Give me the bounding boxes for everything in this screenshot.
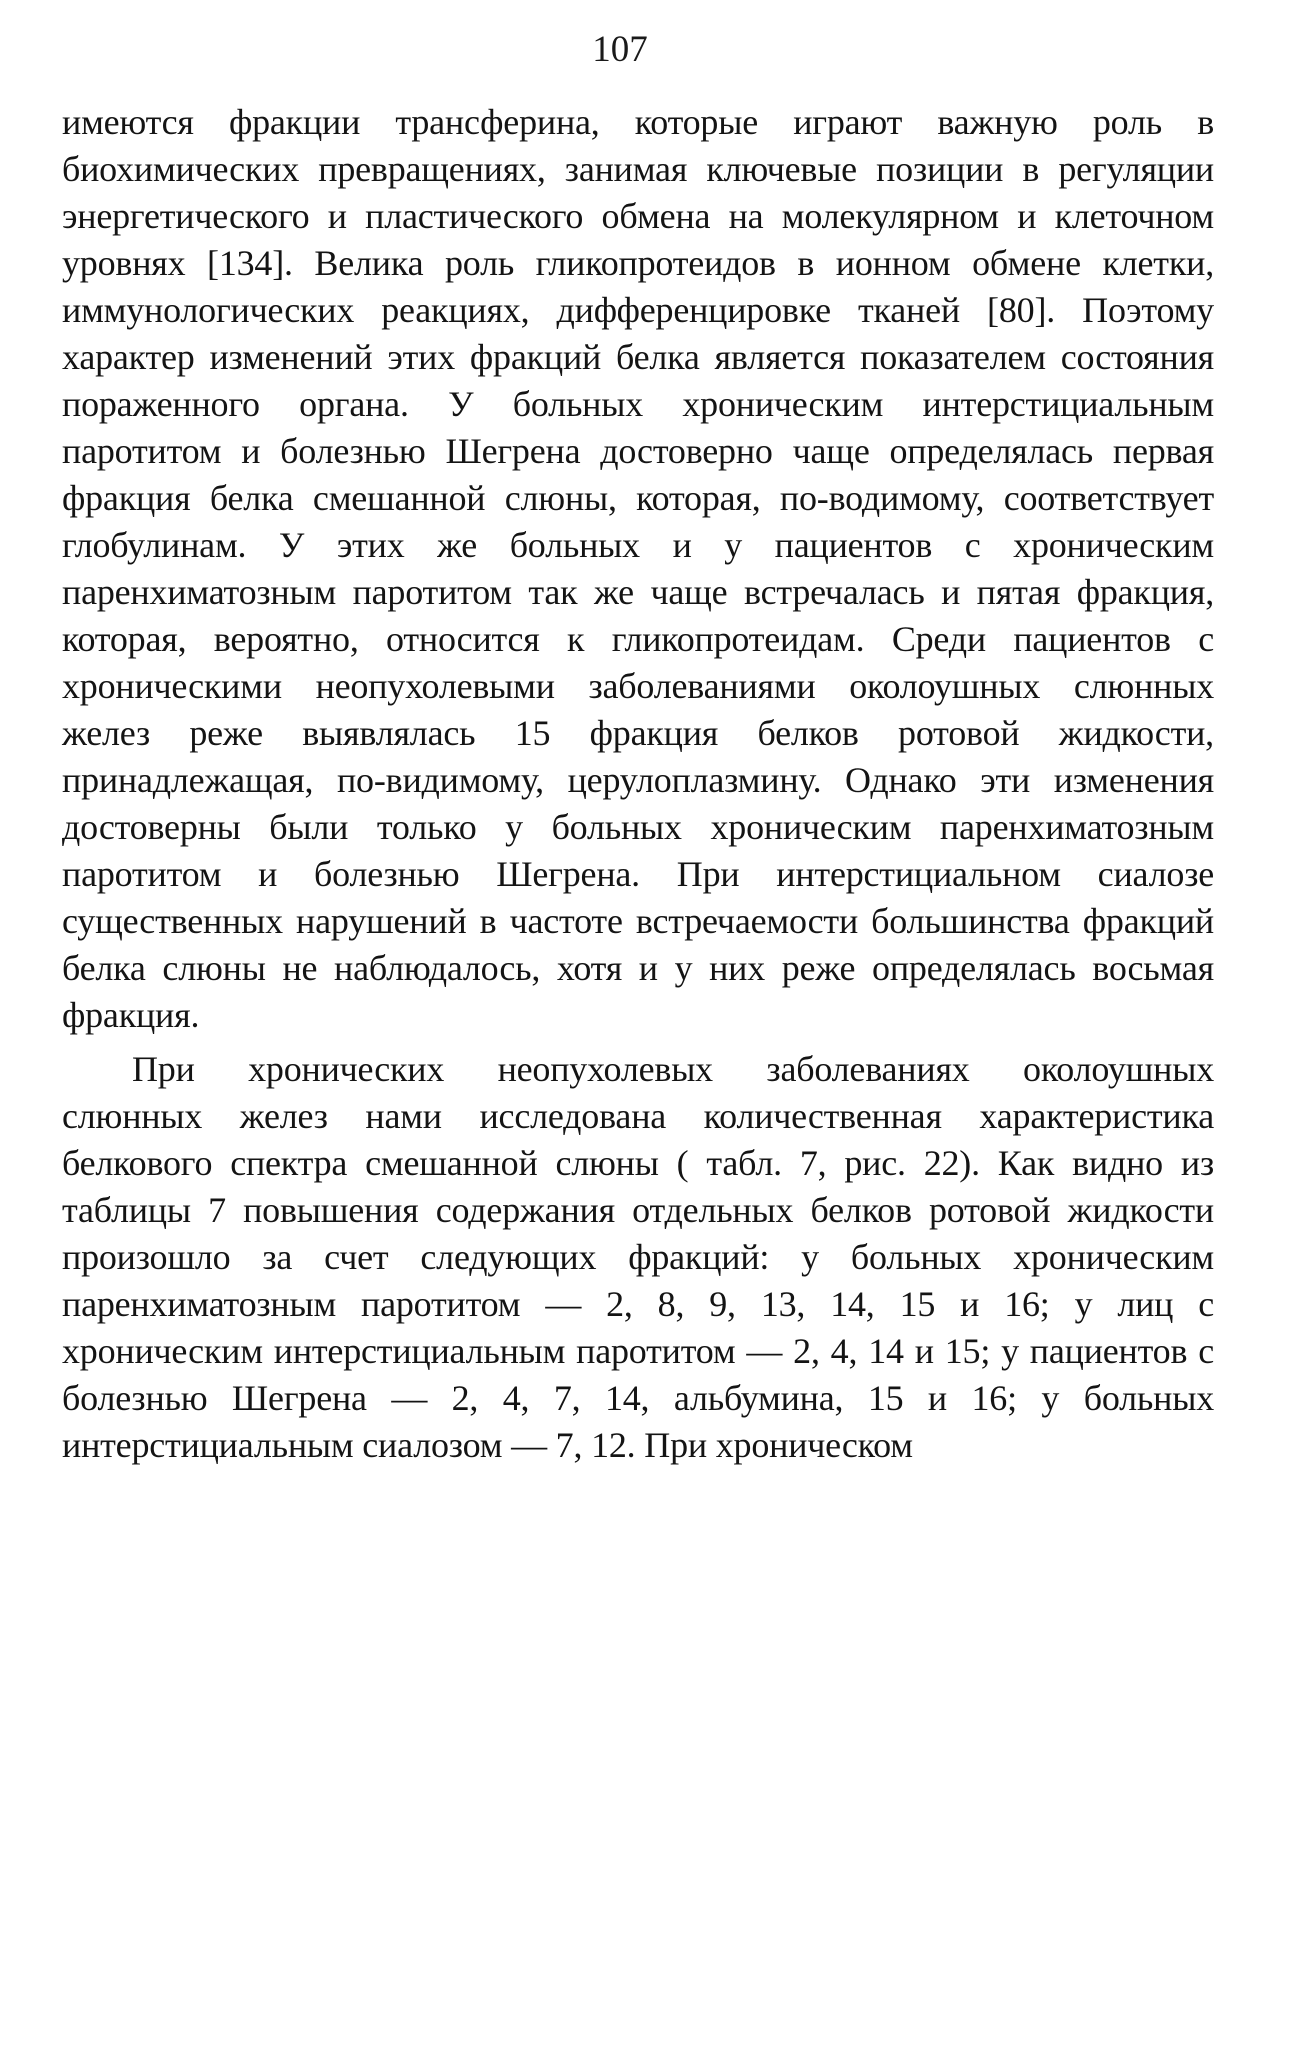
text-line: энергетического и пластического обмена на молекулярном и клеточном (62, 196, 1214, 236)
text-line: иммунологических реакциях, дифференцировке тканей [80]. Поэтому (62, 290, 1214, 330)
text-line: имеются фракции трансферина, которые играют важную роль в (62, 102, 1214, 142)
text-line: паренхиматозным паротитом так же чаще встречалась и пятая фракция, (62, 572, 1214, 612)
text-line: хроническим интерстициальным паротитом — 2, 4, 14 и 15; у пациентов с (62, 1331, 1214, 1371)
text-line: паренхиматозным паротитом — 2, 8, 9, 13, 14, 15 и 16; у лиц с (62, 1284, 1214, 1324)
text-line: которая, вероятно, относится к гликопротеидам. Среди пациентов с (62, 619, 1214, 659)
text-line: фракция белка смешанной слюны, которая, по-водимому, соответствует (62, 478, 1214, 518)
text-line: слюнных желез нами исследована количественная характеристика (62, 1096, 1214, 1136)
text-line: характер изменений этих фракций белка является показателем состояния (62, 337, 1214, 377)
text-line: таблицы 7 повышения содержания отдельных белков ротовой жидкости (62, 1190, 1214, 1230)
text-line: паротитом и болезнью Шегрена. При интерстициальном сиалозе (62, 854, 1214, 894)
text-line: существенных нарушений в частоте встречаемости большинства фракций (62, 901, 1214, 941)
text-line: произошло за счет следующих фракций: у больных хроническим (62, 1237, 1214, 1277)
text-line: интерстициальным сиалозом — 7, 12. При хроническом (62, 1425, 913, 1465)
text-line: болезнью Шегрена — 2, 4, 7, 14, альбумина, 15 и 16; у больных (62, 1378, 1214, 1418)
text-line: глобулинам. У этих же больных и у пациентов с хроническим (62, 525, 1214, 565)
text-line: белка слюны не наблюдалось, хотя и у них реже определялась восьмая (62, 948, 1214, 988)
text-line: уровнях [134]. Велика роль гликопротеидов в ионном обмене клетки, (62, 243, 1214, 283)
text-line: биохимических превращениях, занимая ключевые позиции в регуляции (62, 149, 1214, 189)
text-line: паротитом и болезнью Шегрена достоверно чаще определялась первая (62, 431, 1214, 471)
text-line: принадлежащая, по-видимому, церулоплазмину. Однако эти изменения (62, 760, 1214, 800)
text-line: пораженного органа. У больных хроническим интерстициальным (62, 384, 1214, 424)
text-line: фракция. (62, 995, 200, 1035)
text-line: хроническими неопухолевыми заболеваниями околоушных слюнных (62, 666, 1214, 706)
text-line: достоверны были только у больных хроническим паренхиматозным (62, 807, 1214, 847)
text-line: белкового спектра смешанной слюны ( табл. 7, рис. 22). Как видно из (62, 1143, 1214, 1183)
text-line: желез реже выявлялась 15 фракция белков ротовой жидкости, (62, 713, 1214, 753)
paragraph-first-line: При хронических неопухолевых заболеваниях околоушных (132, 1049, 1214, 1089)
page-number: 107 (592, 29, 648, 70)
